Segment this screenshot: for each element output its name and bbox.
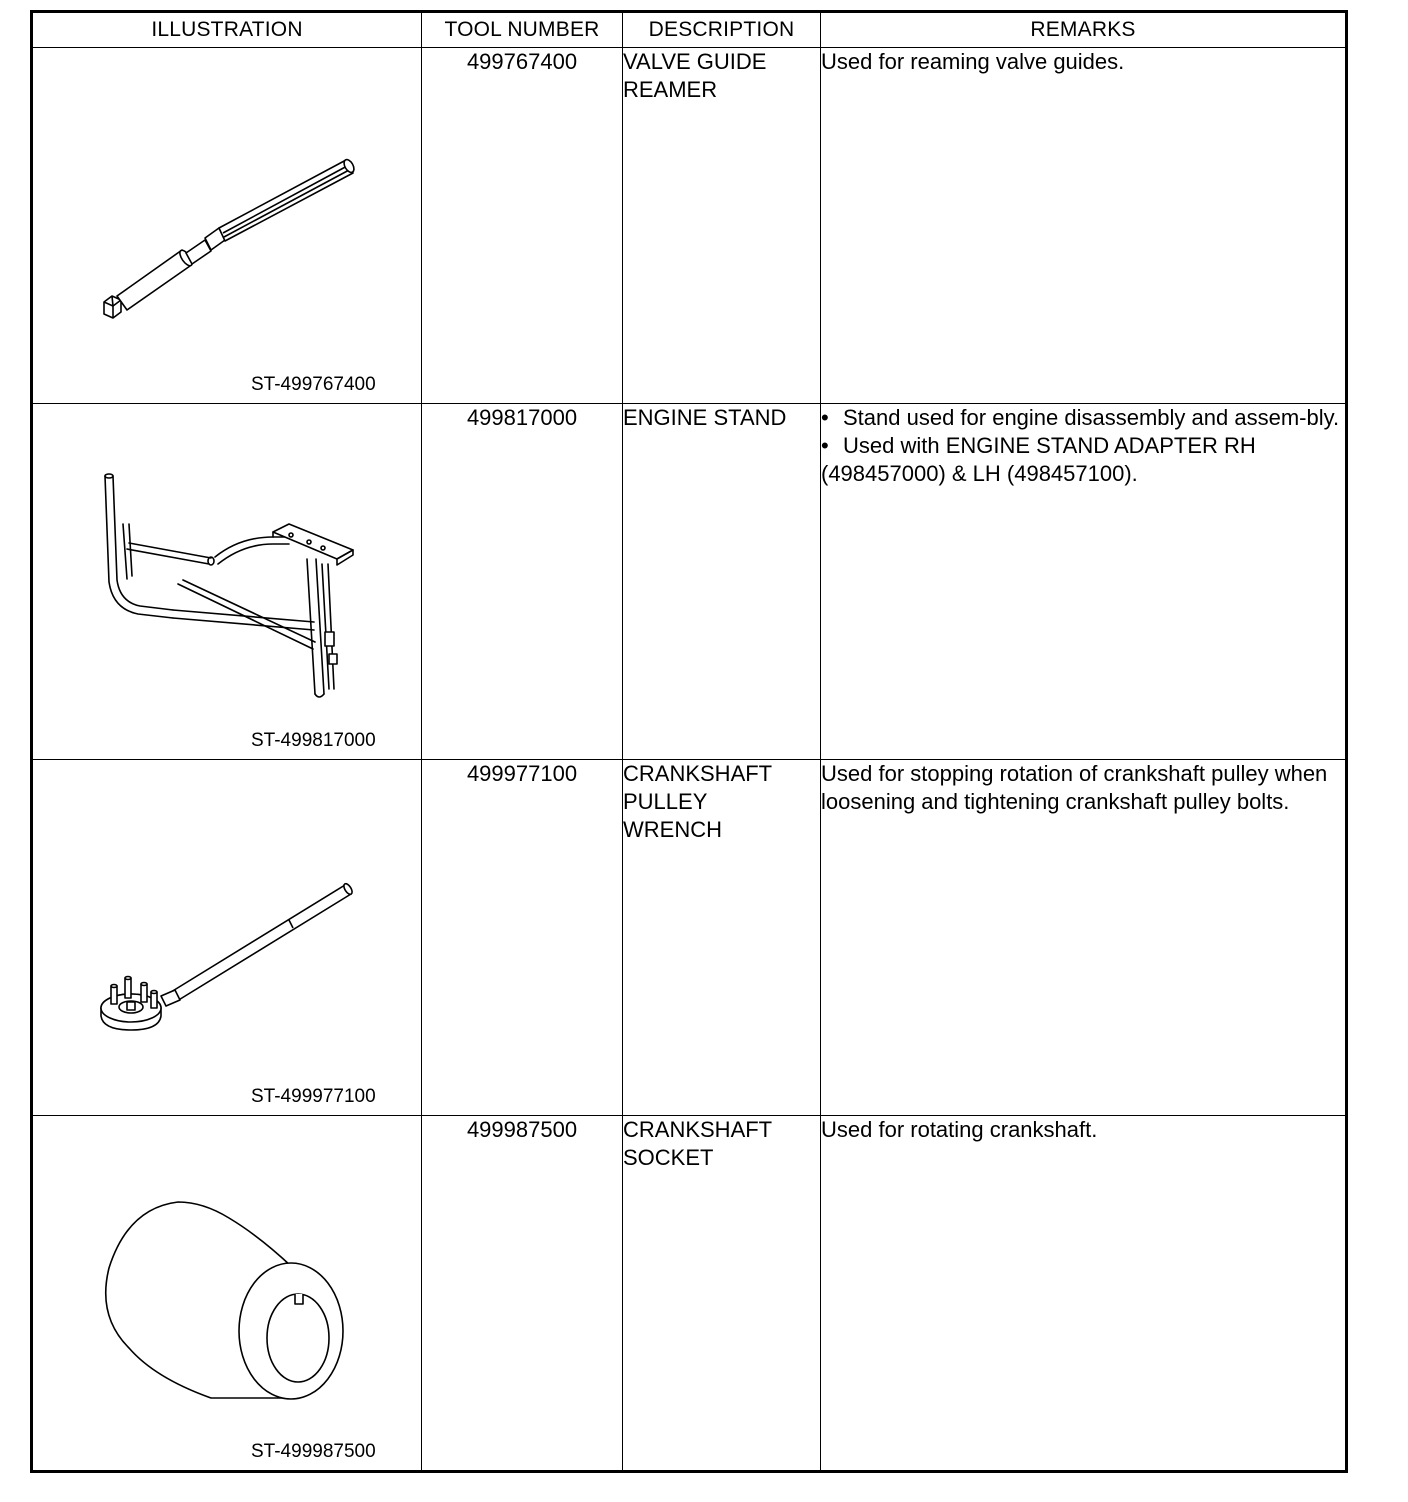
remark-text: Stand used for engine disassembly and assem-bly. — [843, 405, 1340, 430]
table-row — [32, 404, 1347, 760]
valve-guide-reamer-icon — [33, 48, 423, 404]
table-row — [32, 48, 1347, 404]
illustration-code: ST-499977100 — [251, 1086, 376, 1107]
description-line: VALVE GUIDE — [623, 49, 767, 74]
illustration-code: ST-499767400 — [251, 374, 376, 395]
description-cell — [623, 48, 821, 404]
tool-number-cell: 499767400 — [422, 48, 623, 404]
description-cell — [623, 1116, 821, 1472]
list-item — [821, 432, 1345, 488]
description-line: SOCKET — [623, 1145, 714, 1170]
illustration-cell — [32, 404, 422, 760]
description-line: ENGINE STAND — [623, 405, 787, 430]
remarks-list — [821, 404, 1345, 488]
description-line: CRANKSHAFT — [623, 1117, 773, 1142]
remark-text: Used with ENGINE STAND ADAPTER RH (498457000) & LH (498457100). — [821, 433, 1256, 486]
description-line: CRANKSHAFT — [623, 761, 773, 786]
list-item — [821, 404, 1345, 432]
remarks-cell: Used for reaming valve guides. — [821, 48, 1347, 404]
tool-number-cell: 499817000 — [422, 404, 623, 760]
table-row — [32, 1116, 1347, 1472]
description-line: REAMER — [623, 77, 718, 102]
special-tools-table — [30, 10, 1348, 1473]
description-line: PULLEY — [623, 789, 708, 814]
header-tool-number: TOOL NUMBER — [422, 12, 623, 48]
header-remarks: REMARKS — [821, 12, 1347, 48]
illustration-code: ST-499817000 — [251, 730, 376, 751]
crankshaft-pulley-wrench-icon — [33, 760, 423, 1116]
table-row — [32, 760, 1347, 1116]
header-illustration: ILLUSTRATION — [32, 12, 422, 48]
illustration-code: ST-499987500 — [251, 1441, 376, 1462]
remarks-cell: Used for stopping rotation of crankshaft pulley when loosening and tightening crankshaft pulley bolts. — [821, 760, 1347, 1116]
bullet-icon: • — [821, 405, 829, 430]
illustration-cell — [32, 760, 422, 1116]
tool-number-cell: 499987500 — [422, 1116, 623, 1472]
illustration-cell — [32, 1116, 422, 1472]
engine-stand-icon — [33, 404, 423, 760]
description-line: WRENCH — [623, 817, 722, 842]
illustration-cell — [32, 48, 422, 404]
header-description: DESCRIPTION — [623, 12, 821, 48]
remarks-cell — [821, 404, 1347, 760]
remarks-cell: Used for rotating crankshaft. — [821, 1116, 1347, 1472]
crankshaft-socket-icon — [33, 1116, 423, 1472]
table-header-row — [32, 12, 1347, 48]
bullet-icon: • — [821, 433, 829, 458]
description-cell — [623, 404, 821, 760]
tool-number-cell: 499977100 — [422, 760, 623, 1116]
description-cell — [623, 760, 821, 1116]
